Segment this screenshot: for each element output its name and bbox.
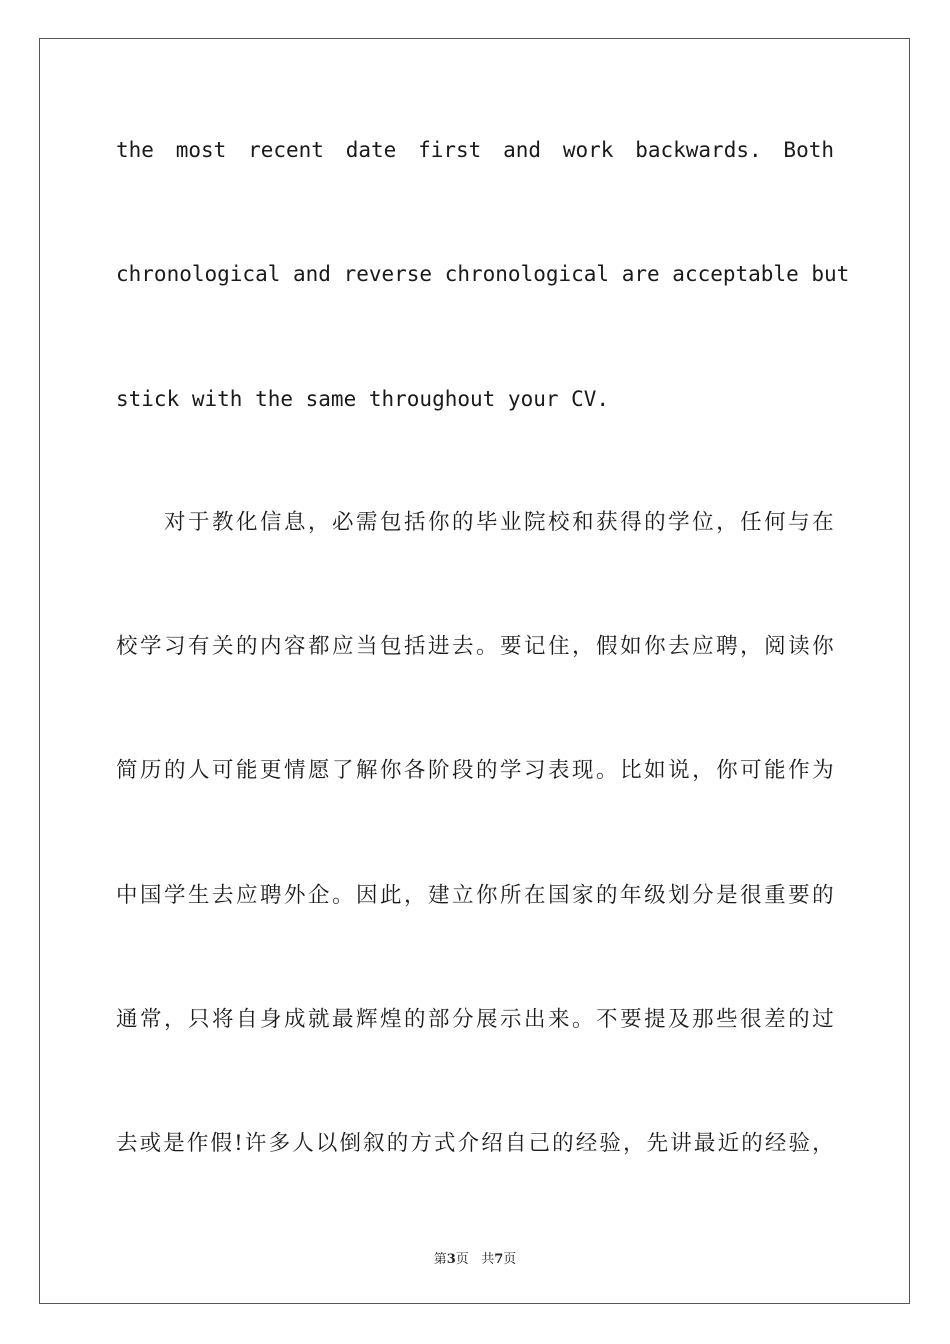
text-line-7: 中国学生去应聘外企。因此，建立你所在国家的年级划分是很重要的: [116, 883, 834, 908]
footer-prefix: 第: [433, 1252, 447, 1267]
footer-suffix: 页: [503, 1252, 517, 1267]
text-line-4: 对于教化信息，必需包括你的毕业院校和获得的学位，任何与在: [164, 510, 834, 535]
page-border: [39, 38, 910, 1304]
text-line-9: 去或是作假!许多人以倒叙的方式介绍自己的经验，先讲最近的经验，: [116, 1131, 834, 1156]
text-line-8: 通常，只将自身成就最辉煌的部分展示出来。不要提及那些很差的过: [116, 1007, 834, 1032]
text-line-1: the most recent date first and work backwards. Both: [116, 138, 834, 162]
text-line-3: stick with the same throughout your CV.: [116, 387, 610, 411]
page-footer: [0, 1248, 950, 1267]
text-line-6: 简历的人可能更情愿了解你各阶段的学习表现。比如说，你可能作为: [116, 758, 834, 783]
footer-current-page: 3: [446, 1252, 456, 1267]
footer-total-pages: 7: [494, 1252, 504, 1267]
text-line-5: 校学习有关的内容都应当包括进去。要记住，假如你去应聘，阅读你: [116, 634, 834, 659]
footer-mid: 页 共: [455, 1252, 495, 1267]
text-line-2: chronological and reverse chronological are acceptable but: [116, 262, 850, 286]
